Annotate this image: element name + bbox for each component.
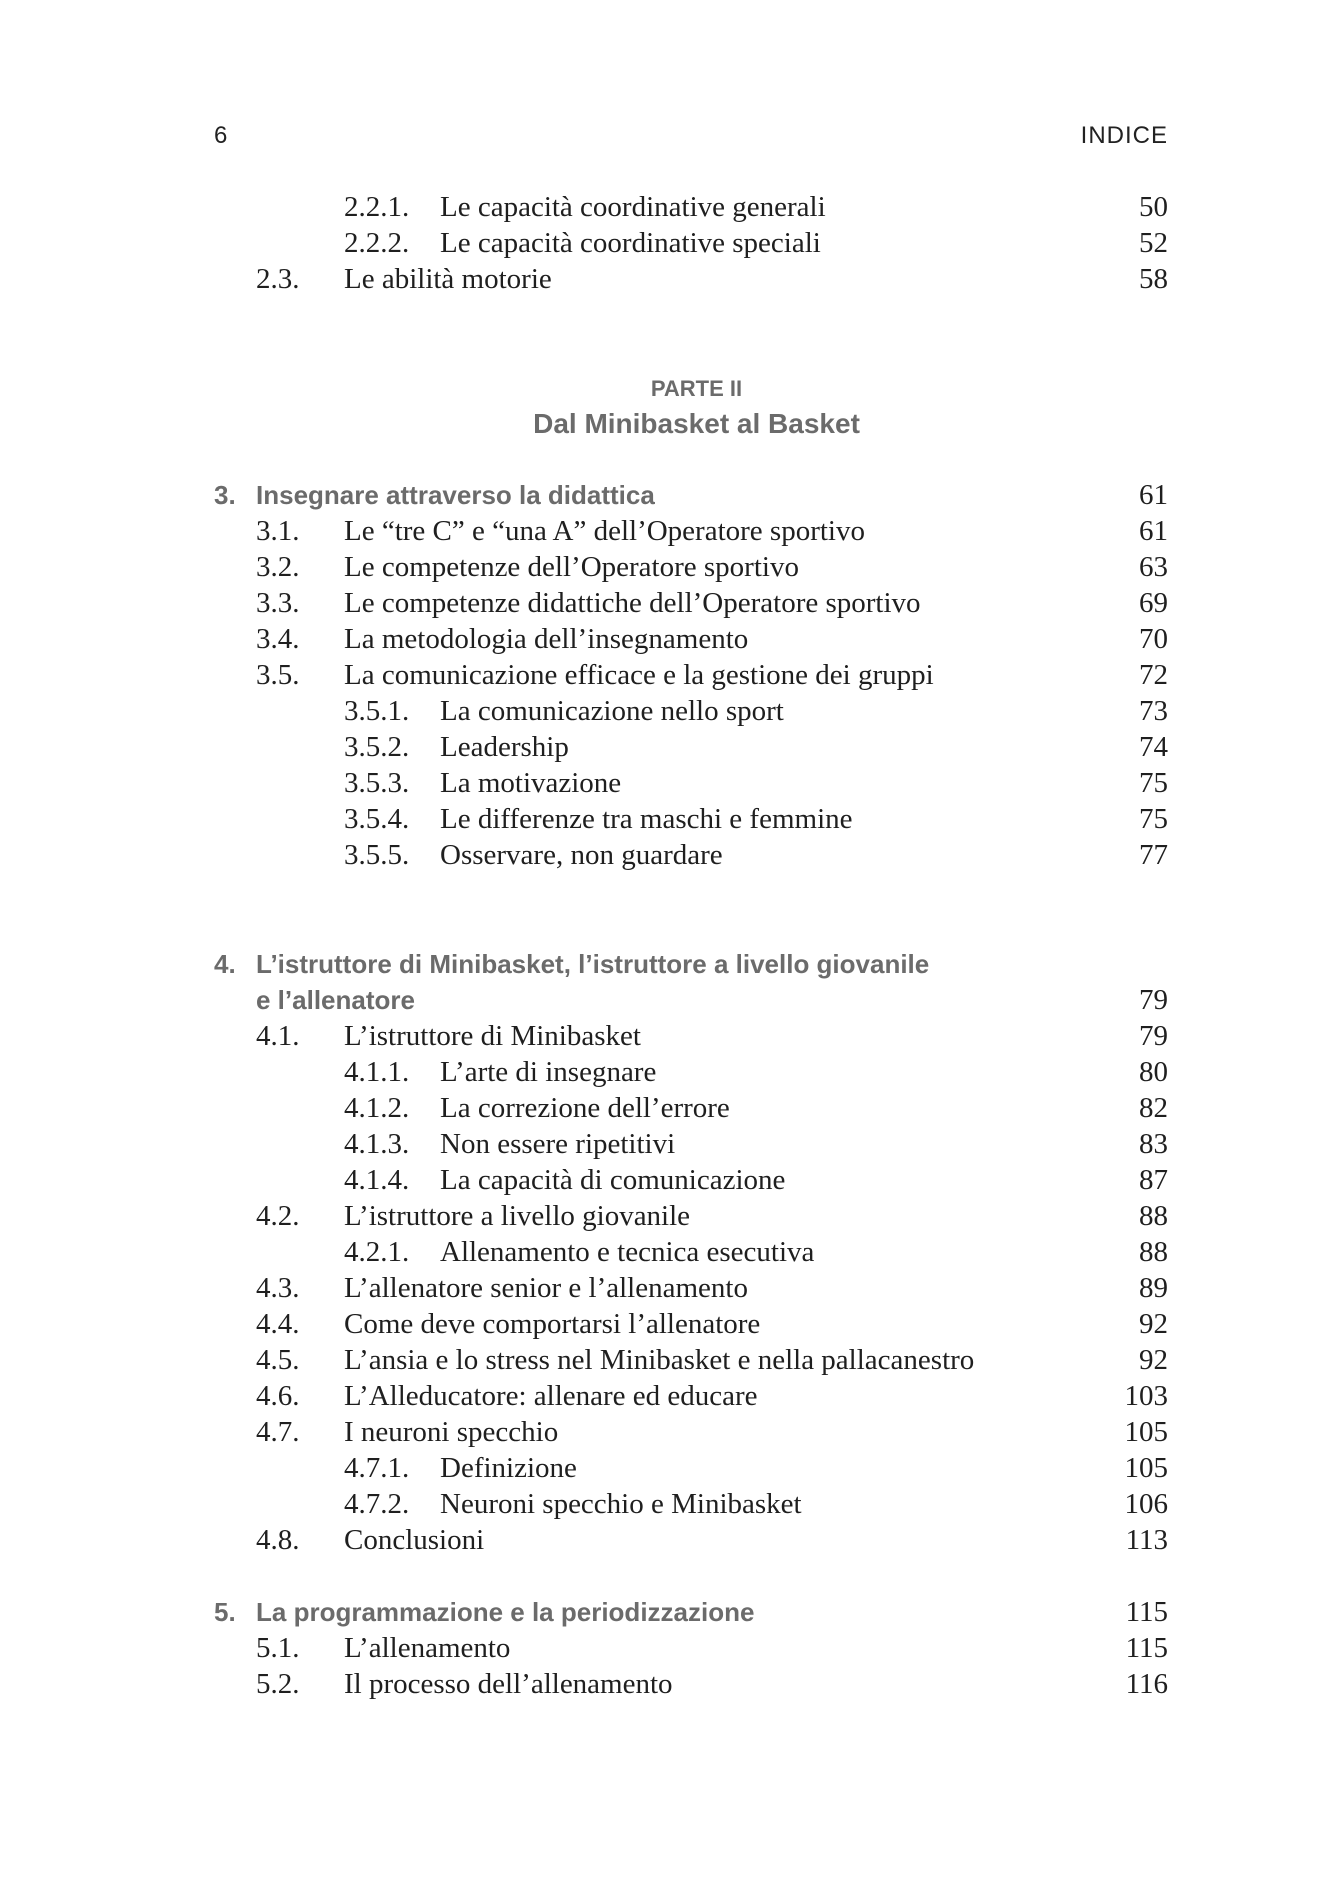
toc-entry-number: 4.1. [256, 1020, 300, 1052]
toc-entry-title: Il processo dell’allenamento [344, 1668, 673, 1700]
toc-entry [0, 549, 1339, 585]
toc-entry-title: Definizione [440, 1452, 577, 1484]
toc-entry-number: 4.1.4. [344, 1164, 410, 1196]
chapter-page: 61 [1139, 479, 1168, 511]
toc-entry-number: 5.2. [256, 1668, 300, 1700]
part-title: Dal Minibasket al Basket [533, 408, 860, 439]
toc-entry [0, 657, 1339, 693]
toc-entry-page: 105 [1124, 1416, 1168, 1448]
chapter-page: 115 [1125, 1596, 1168, 1628]
toc-entry-page: 89 [1139, 1272, 1168, 1304]
toc-entry-title: L’allenatore senior e l’allenamento [344, 1272, 748, 1304]
chapter-number: 3. [214, 480, 236, 510]
toc-entry-page: 115 [1125, 1632, 1168, 1664]
toc-entry-number: 3.2. [256, 551, 300, 583]
toc-entry-number: 4.1.3. [344, 1128, 410, 1160]
toc-entry-number: 4.7.1. [344, 1452, 410, 1484]
toc-entry [0, 1126, 1339, 1162]
toc-entry-title: I neuroni specchio [344, 1416, 559, 1448]
toc-entry-title: Le abilità motorie [344, 263, 552, 295]
toc-entry-title: La motivazione [440, 767, 622, 799]
running-head: INDICE [1080, 122, 1168, 149]
toc-entry [0, 189, 1339, 225]
toc-entry-page: 75 [1139, 803, 1168, 835]
chapter-number: 4. [214, 949, 236, 979]
toc-entry-title: L’istruttore a livello giovanile [344, 1200, 691, 1232]
toc-entry-page: 72 [1139, 659, 1168, 691]
toc-entry [0, 1018, 1339, 1054]
toc-entry [0, 1486, 1339, 1522]
chapter-title-line-1: L’istruttore di Minibasket, l’istruttore a livello giovanile [256, 949, 930, 979]
toc-entry-number: 3.5.4. [344, 803, 410, 835]
toc-entry-page: 80 [1139, 1056, 1168, 1088]
toc-entry-number: 4.5. [256, 1344, 300, 1376]
toc-entry [0, 1342, 1339, 1378]
chapter-heading [0, 477, 1339, 513]
toc-entry-page: 74 [1139, 731, 1168, 763]
toc-entry [0, 1162, 1339, 1198]
chapter-title: La programmazione e la periodizzazione [256, 1597, 755, 1627]
toc-entry-title: Leadership [440, 731, 569, 763]
toc-entry [0, 1198, 1339, 1234]
toc-entry-page: 116 [1125, 1668, 1168, 1700]
toc-entry-title: L’allenamento [344, 1632, 511, 1664]
toc-entry-page: 73 [1139, 695, 1168, 727]
toc-entry-number: 3.5.2. [344, 731, 410, 763]
toc-entry [0, 801, 1339, 837]
toc-entry-page: 52 [1139, 227, 1168, 259]
toc-entry [0, 225, 1339, 261]
toc-entry-page: 58 [1139, 263, 1168, 295]
toc-entry-number: 2.2.2. [344, 227, 410, 259]
toc-entry-title: La capacità di comunicazione [440, 1164, 786, 1196]
toc-entry-number: 4.2. [256, 1200, 300, 1232]
toc-entry-page: 82 [1139, 1092, 1168, 1124]
toc-entry [0, 1630, 1339, 1666]
toc-entry-page: 103 [1124, 1380, 1168, 1412]
toc-entry [0, 1306, 1339, 1342]
toc-entry [0, 837, 1339, 873]
toc-entry-title: La comunicazione nello sport [440, 695, 784, 727]
toc-entry-title: Le capacità coordinative generali [440, 191, 826, 223]
chapter-page: 79 [1139, 984, 1168, 1016]
toc-entry-number: 3.1. [256, 515, 300, 547]
toc-entry-title: La metodologia dell’insegnamento [344, 623, 749, 655]
toc-entry-title: Le competenze dell’Operatore sportivo [344, 551, 799, 583]
toc-entry-number: 4.7.2. [344, 1488, 410, 1520]
toc-entry-number: 4.1.2. [344, 1092, 410, 1124]
toc-entry-number: 4.6. [256, 1380, 300, 1412]
chapter-number: 5. [214, 1597, 236, 1627]
toc-entry-page: 75 [1139, 767, 1168, 799]
toc-entry [0, 621, 1339, 657]
toc-entry-page: 63 [1139, 551, 1168, 583]
toc-entry-page: 79 [1139, 1020, 1168, 1052]
toc-entry-page: 61 [1139, 515, 1168, 547]
page-header [214, 122, 1168, 156]
chapter-title-line-2: e l’allenatore [256, 985, 415, 1015]
toc-entry-page: 113 [1125, 1524, 1168, 1556]
toc-entry-title: Le competenze didattiche dell’Operatore sportivo [344, 587, 921, 619]
toc-entry-page: 77 [1139, 839, 1168, 871]
chapter-title: Insegnare attraverso la didattica [256, 480, 655, 510]
toc-entry [0, 261, 1339, 297]
toc-entry-title: La comunicazione efficace e la gestione dei gruppi [344, 659, 934, 691]
chapter-heading [0, 1594, 1339, 1630]
toc-entry-number: 3.5. [256, 659, 300, 691]
toc-entry [0, 1234, 1339, 1270]
toc-entry-page: 50 [1139, 191, 1168, 223]
toc-entry [0, 1450, 1339, 1486]
toc-entry [0, 513, 1339, 549]
toc-entry-title: Neuroni specchio e Minibasket [440, 1488, 802, 1520]
toc-entry-number: 4.1.1. [344, 1056, 410, 1088]
toc-entry-number: 3.4. [256, 623, 300, 655]
toc-entry-number: 4.3. [256, 1272, 300, 1304]
toc-entry-number: 2.2.1. [344, 191, 410, 223]
toc-entry [0, 1270, 1339, 1306]
toc-entry [0, 765, 1339, 801]
toc-entry-page: 69 [1139, 587, 1168, 619]
toc-entry-number: 3.5.5. [344, 839, 410, 871]
toc-entry-number: 3.3. [256, 587, 300, 619]
toc-entry-number: 4.4. [256, 1308, 300, 1340]
toc-entry-title: Le “tre C” e “una A” dell’Operatore sportivo [344, 515, 865, 547]
toc-entry-page: 70 [1139, 623, 1168, 655]
toc-entry-page: 105 [1124, 1452, 1168, 1484]
toc-entry [0, 1054, 1339, 1090]
toc-entry-title: Le capacità coordinative speciali [440, 227, 821, 259]
toc-entry [0, 1414, 1339, 1450]
toc-entry [0, 1378, 1339, 1414]
toc-entry-number: 5.1. [256, 1632, 300, 1664]
toc-entry-page: 87 [1139, 1164, 1168, 1196]
toc-entry [0, 1522, 1339, 1558]
toc-entry-number: 3.5.1. [344, 695, 410, 727]
toc-entry-title: L’ansia e lo stress nel Minibasket e nella pallacanestro [344, 1344, 975, 1376]
toc-entry-number: 2.3. [256, 263, 300, 295]
toc-entry-page: 92 [1139, 1344, 1168, 1376]
toc-entry [0, 1666, 1339, 1702]
toc-entry-number: 4.2.1. [344, 1236, 410, 1268]
toc-entry-number: 4.8. [256, 1524, 300, 1556]
toc-entry-number: 3.5.3. [344, 767, 410, 799]
page-number: 6 [214, 122, 228, 149]
toc-entry-title: L’Alleducatore: allenare ed educare [344, 1380, 758, 1412]
toc-entry-number: 4.7. [256, 1416, 300, 1448]
toc-entry-page: 106 [1124, 1488, 1168, 1520]
toc-entry-title: Le differenze tra maschi e femmine [440, 803, 853, 835]
toc-entry-page: 88 [1139, 1200, 1168, 1232]
toc-entry-title: L’istruttore di Minibasket [344, 1020, 641, 1052]
toc-entry-title: Come deve comportarsi l’allenatore [344, 1308, 761, 1340]
toc-entry-title: La correzione dell’errore [440, 1092, 730, 1124]
toc-entry-title: Osservare, non guardare [440, 839, 723, 871]
chapter-heading [0, 946, 1339, 982]
toc-entry-page: 88 [1139, 1236, 1168, 1268]
toc-entry-page: 83 [1139, 1128, 1168, 1160]
toc-entry-title: L’arte di insegnare [440, 1056, 657, 1088]
toc-entry [0, 585, 1339, 621]
toc-entry-title: Allenamento e tecnica esecutiva [440, 1236, 815, 1268]
toc-entry-page: 92 [1139, 1308, 1168, 1340]
chapter-heading-continued [0, 982, 1339, 1018]
toc-entry-title: Non essere ripetitivi [440, 1128, 676, 1160]
toc-entry-title: Conclusioni [344, 1524, 485, 1556]
toc-entry [0, 1090, 1339, 1126]
part-label: PARTE II [650, 376, 743, 401]
toc-entry [0, 729, 1339, 765]
toc-entry [0, 693, 1339, 729]
